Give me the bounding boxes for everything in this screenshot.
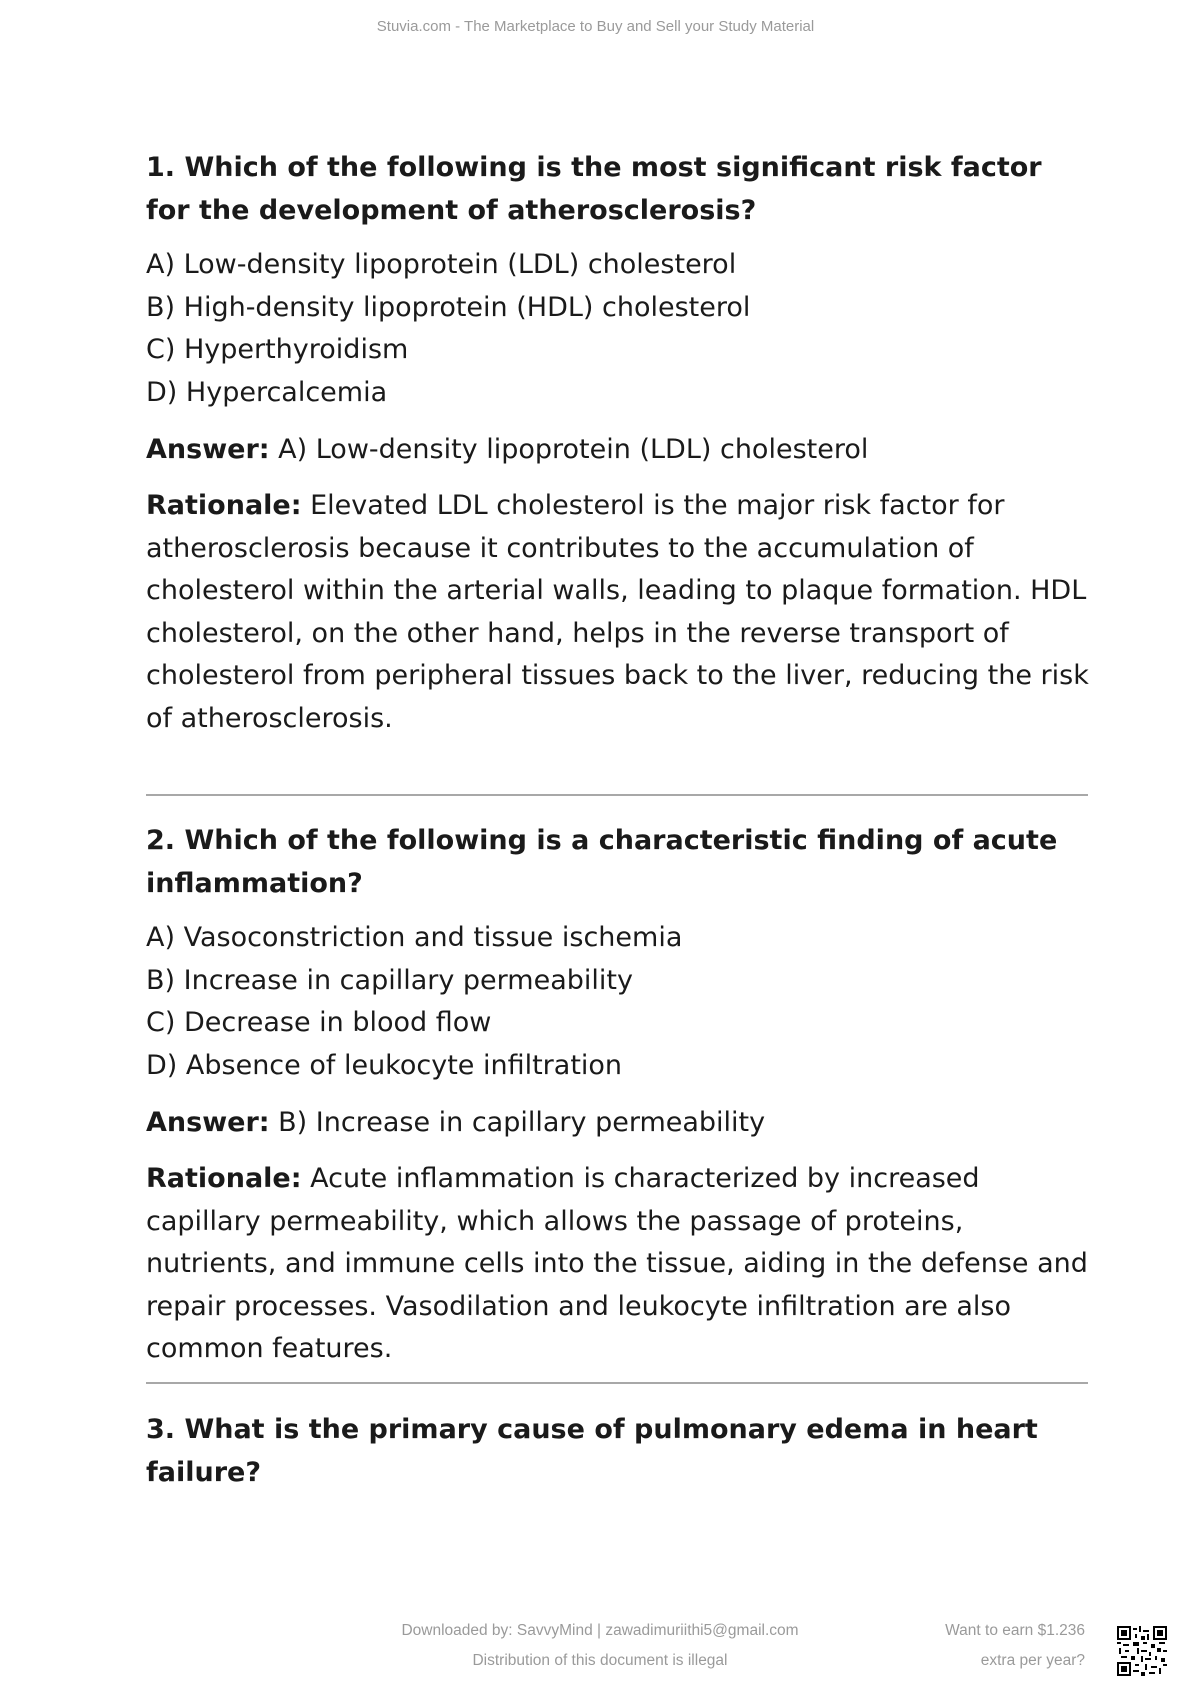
question-1-option-c: C) Hyperthyroidism bbox=[146, 334, 409, 365]
rationale-label: Rationale: bbox=[146, 490, 302, 521]
section-divider bbox=[146, 794, 1088, 796]
answer-label: Answer: bbox=[146, 434, 270, 465]
question-1-text: 1. Which of the following is the most significant risk factor for the development of atherosclerosis? bbox=[146, 152, 1042, 226]
question-block-3 bbox=[146, 1408, 1091, 1494]
answer-text: B) Increase in capillary permeability bbox=[278, 1107, 766, 1138]
question-2-option-b: B) Increase in capillary permeability bbox=[146, 964, 633, 996]
question-2-text: 2. Which of the following is a characteristic finding of acute inflammation? bbox=[146, 825, 1058, 899]
answer-label: Answer: bbox=[146, 1107, 270, 1138]
section-divider bbox=[146, 1382, 1088, 1384]
question-2-option-a: A) Vasoconstriction and tissue ischemia bbox=[146, 922, 683, 953]
question-2-rationale bbox=[146, 1158, 1091, 1371]
question-1-option-b: B) High-density lipoprotein (HDL) cholesterol bbox=[146, 291, 751, 323]
stuvia-banner: Stuvia.com - The Marketplace to Buy and Sell your Study Material bbox=[376, 18, 815, 35]
question-block-1 bbox=[146, 146, 1091, 741]
question-2-option-d: D) Absence of leukocyte infiltration bbox=[146, 1049, 623, 1081]
footer-downloaded-by: Downloaded by: SavvyMind | zawadimuriithi5@gmail.com bbox=[401, 1622, 799, 1639]
footer-promo-line-1[interactable]: Want to earn $1.236 bbox=[945, 1622, 1085, 1639]
answer-text: A) Low-density lipoprotein (LDL) cholesterol bbox=[278, 434, 869, 465]
question-2-answer bbox=[146, 1101, 1091, 1144]
question-3-text: 3. What is the primary cause of pulmonary edema in heart failure? bbox=[146, 1414, 1038, 1488]
qr-code-icon[interactable] bbox=[1117, 1626, 1167, 1676]
footer-distribution-notice: Distribution of this document is illegal bbox=[472, 1652, 728, 1669]
rationale-text: Elevated LDL cholesterol is the major risk factor for atherosclerosis because it contributes to the accumulation of cholesterol within the arterial walls, leading to plaque formation. HDL cholesterol, on the other hand, helps in the reverse transport of cholesterol from peripheral tissues back to the liver, reducing the risk of atherosclerosis. bbox=[146, 490, 1089, 734]
question-1-answer bbox=[146, 428, 1091, 471]
question-2-options bbox=[146, 917, 1091, 1087]
question-1-option-d: D) Hypercalcemia bbox=[146, 376, 388, 408]
question-block-2 bbox=[146, 819, 1091, 1371]
question-1-rationale bbox=[146, 485, 1091, 741]
question-2-option-c: C) Decrease in blood flow bbox=[146, 1007, 492, 1038]
rationale-label: Rationale: bbox=[146, 1163, 302, 1194]
footer-promo-line-2[interactable]: extra per year? bbox=[980, 1652, 1085, 1669]
rationale-text: Acute inflammation is characterized by increased capillary permeability, which allows the passage of proteins, nutrients, and immune cells into the tissue, aiding in the defense and repair processes. Vasodilation and leukocyte infiltration are also common features. bbox=[146, 1163, 1088, 1365]
question-1-option-a: A) Low-density lipoprotein (LDL) cholesterol bbox=[146, 249, 737, 280]
question-1-options bbox=[146, 244, 1091, 414]
